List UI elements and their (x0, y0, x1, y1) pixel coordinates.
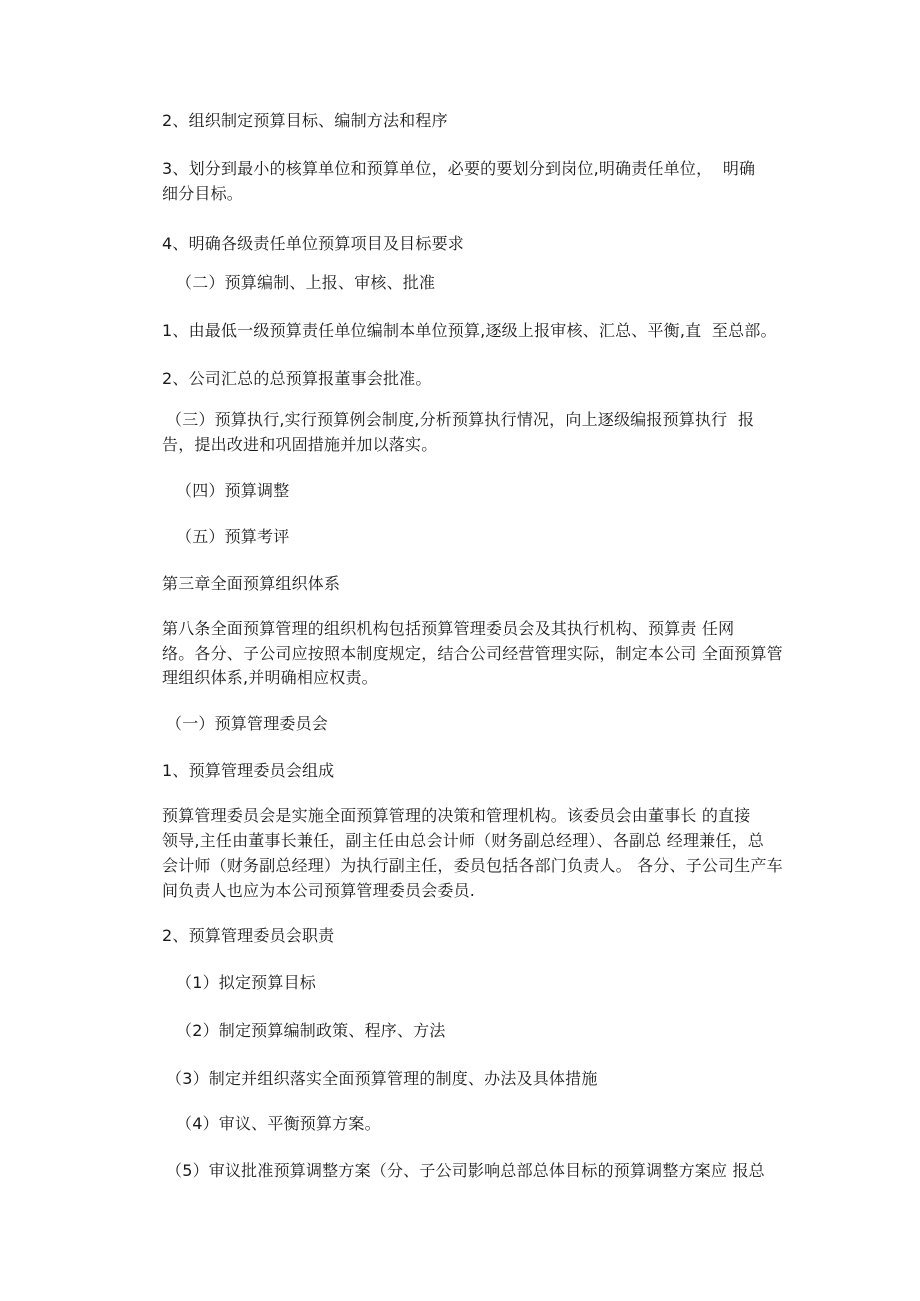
list-item-clarify-items: 4、明确各级责任单位预算项目及目标要求 (162, 234, 464, 253)
duty-item-4: （4）审议、平衡预算方案。 (176, 1114, 381, 1133)
committee-desc-line-3: 会计师（财务副总经理）为执行副主任，委员包括各部门负责人。 各分、子公司生产车 (162, 856, 783, 875)
section-heading-adjustment: （四）预算调整 (176, 481, 290, 500)
committee-desc-line-1: 预算管理委员会是实施全面预算管理的决策和管理机构。该委员会由董事长 的直接 (162, 806, 751, 825)
list-item-board-approval: 2、公司汇总的总预算报董事会批准。 (162, 369, 432, 388)
list-item-divide-units-cont: 细分目标。 (162, 184, 244, 203)
article-eight-line-1: 第八条全面预算管理的组织机构包括预算管理委员会及其执行机构、预算责 任网 (162, 619, 735, 638)
article-eight-line-3: 理组织体系,并明确相应权责。 (162, 668, 378, 687)
list-item-divide-units: 3、划分到最小的核算单位和预算单位，必要的要划分到岗位,明确责任单位， 明确 (162, 159, 756, 178)
committee-desc-line-2: 领导,主任由董事长兼任，副主任由总会计师（财务副总经理）、各副总 经理兼任，总 (162, 831, 764, 850)
section-heading-committee: （一）预算管理委员会 (166, 714, 329, 733)
list-item-organize-targets: 2、组织制定预算目标、编制方法和程序 (162, 111, 448, 130)
section-heading-compilation: （二）预算编制、上报、审核、批准 (176, 273, 436, 292)
chapter-title: 第三章全面预算组织体系 (162, 574, 341, 593)
duty-item-5: （5）审议批准预算调整方案（分、子公司影响总部总体目标的预算调整方案应 报总 (166, 1161, 765, 1180)
duty-item-3: （3）制定并组织落实全面预算管理的制度、办法及具体措施 (166, 1069, 598, 1088)
list-item-committee-duties: 2、预算管理委员会职责 (162, 926, 335, 945)
section-heading-execution: （三）预算执行,实行预算例会制度,分析预算执行情况，向上逐级编报预算执行 报 (166, 410, 755, 429)
duty-item-2: （2）制定预算编制政策、程序、方法 (176, 1021, 446, 1040)
article-eight-line-2: 络。各分、子公司应按照本制度规定，结合公司经营管理实际，制定本公司 全面预算管 (162, 644, 783, 663)
list-item-lowest-level: 1、由最低一级预算责任单位编制本单位预算,逐级上报审核、汇总、平衡,直 至总部。 (162, 321, 777, 340)
duty-item-1: （1）拟定预算目标 (176, 973, 316, 992)
section-heading-evaluation: （五）预算考评 (176, 527, 290, 546)
section-heading-execution-cont: 告，提出改进和巩固措施并加以落实。 (162, 435, 438, 454)
committee-desc-line-4: 间负责人也应为本公司预算管理委员会委员. (162, 881, 476, 900)
list-item-committee-composition: 1、预算管理委员会组成 (162, 761, 335, 780)
